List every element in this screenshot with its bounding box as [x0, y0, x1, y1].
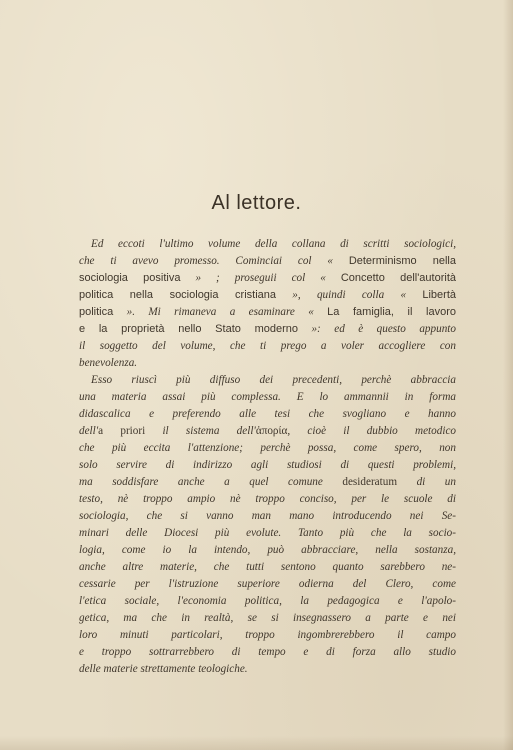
page-title: Al lettore. [211, 192, 302, 214]
text-line [79, 321, 456, 338]
text-line [79, 491, 456, 508]
text-run: che più eccita l'attenzione; perchè possa, come spero, non [79, 442, 456, 454]
text-line [79, 423, 456, 440]
text-run: l'etica sociale, l'economia politica, la pedagogica e l'apolo- [79, 595, 456, 607]
text-run: », quindi colla « [276, 289, 423, 301]
text-run: di un [397, 476, 456, 488]
book-title-run: Libertà [422, 289, 457, 301]
text-line [79, 304, 456, 321]
text-line [79, 576, 456, 593]
text-run: cessarie per l'istruzione superiore odierna del Clero, come [79, 578, 456, 590]
text-line [79, 542, 456, 559]
text-line [79, 236, 456, 253]
text-run: logia, come io la intendo, può abbracciare, nella sostanza, [79, 544, 456, 556]
text-line [79, 627, 456, 644]
text-run: minari delle Diocesi più evolute. Tanto più che la socio- [79, 527, 456, 539]
text-run: dell' [79, 425, 99, 437]
text-line [79, 338, 456, 355]
text-run: didascalica e preferendo alle tesi che svogliano e hanno [79, 408, 456, 420]
text-run: Ed eccoti l'ultimo volume della collana di scritti sociologici, [91, 238, 456, 250]
text-line [79, 559, 456, 576]
text-run: getica, ma che in realtà, se si insegnassero a parte e nei [79, 612, 456, 624]
book-title-run: e la proprietà nello Stato moderno [79, 323, 298, 335]
body-text [79, 236, 456, 678]
text-run: , cioè il dubbio metodico [287, 425, 456, 437]
text-run: »: ed è questo appunto [298, 323, 456, 335]
text-run: » ; proseguii col « [180, 272, 341, 284]
text-run: e troppo sottrarrebbero di tempo e di forza allo studio [79, 646, 456, 658]
book-title-run: politica nella sociologia cristiana [79, 289, 276, 301]
text-run: che ti avevo promesso. Cominciai col « [79, 255, 349, 267]
text-line [79, 287, 456, 304]
text-line [79, 372, 456, 389]
text-line [79, 610, 456, 627]
text-line [79, 389, 456, 406]
text-line [79, 474, 456, 491]
text-run: solo servire di indirizzo agli studiosi di questi problemi, [79, 459, 456, 471]
page-edge-shadow [503, 0, 513, 750]
text-run: benevolenza. [79, 357, 138, 369]
text-run: una materia assai più complessa. E lo ammannii in forma [79, 391, 456, 403]
text-run: il soggetto del volume, che ti prego a voler accogliere con [79, 340, 456, 352]
roman-run: desideratum [342, 476, 398, 488]
book-title-run: Concetto dell'autorità [340, 272, 456, 284]
book-title-run: Determinismo nella [348, 255, 456, 267]
text-run: il sistema dell' [145, 425, 256, 437]
book-title-run: sociologia positiva [79, 272, 181, 284]
text-line [79, 355, 456, 372]
text-run: anche altre materie, che tutti sentono quanto sarebbero ne- [79, 561, 456, 573]
text-line [79, 508, 456, 525]
book-title-run: politica [79, 306, 114, 318]
text-line [79, 406, 456, 423]
text-run: Esso riuscì più diffuso dei precedenti, perchè abbraccia [91, 374, 456, 386]
roman-run: a priori [98, 425, 146, 437]
text-run: loro minuti particolari, troppo ingombrerebbero il campo [79, 629, 456, 641]
text-line [79, 593, 456, 610]
text-line [79, 644, 456, 661]
text-line [79, 661, 456, 678]
text-run: ma soddisfare anche a quel comune [79, 476, 343, 488]
text-run: testo, nè troppo ampio nè troppo conciso, per le scuole di [79, 493, 456, 505]
text-run: sociologia, che si vanno man mano introducendo nei Se- [79, 510, 456, 522]
text-line [79, 525, 456, 542]
text-line [79, 253, 456, 270]
book-title-run: La famiglia, il lavoro [327, 306, 457, 318]
text-line [79, 440, 456, 457]
page-bottom-shadow [0, 736, 513, 750]
text-line [79, 270, 456, 287]
text-run: ». Mi rimaneva a esaminare « [113, 306, 328, 318]
text-run: delle materie strettamente teologiche. [79, 663, 248, 675]
text-line [79, 457, 456, 474]
roman-run: ἀπορία [255, 425, 288, 437]
